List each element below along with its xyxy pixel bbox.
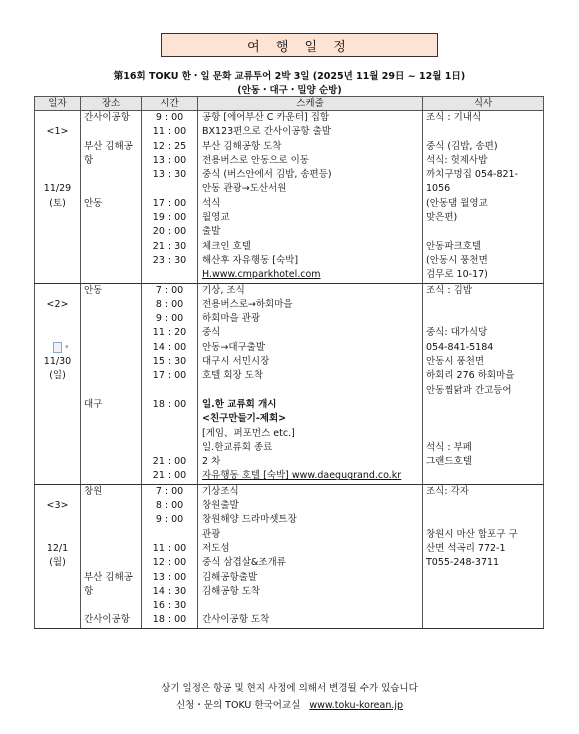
table-row — [35, 484, 544, 499]
table-row — [35, 398, 544, 412]
cell-meal — [423, 599, 544, 613]
cell-date — [35, 599, 81, 613]
cell-schedule: 중식 — [198, 326, 423, 340]
cell-schedule[interactable]: 자유행동 호텔 [숙박] www.daegugrand.co.kr — [198, 469, 423, 484]
cell-time — [142, 412, 198, 426]
table-row — [35, 240, 544, 254]
cell-schedule: 안동 관광→도산서원 — [198, 182, 423, 196]
cell-schedule: 김해공항 도착 — [198, 585, 423, 599]
cell-time — [142, 384, 198, 398]
table-row — [35, 384, 544, 398]
table-row — [35, 283, 544, 298]
table-row — [35, 254, 544, 268]
cell-place — [81, 599, 142, 613]
table-row — [35, 528, 544, 542]
cell-meal: 까치구멍집 054-821- — [423, 168, 544, 182]
cell-meal: 중식: 대가식당 — [423, 326, 544, 340]
cell-date — [35, 168, 81, 182]
cell-meal — [423, 469, 544, 484]
table-row — [35, 225, 544, 239]
cell-time: 12 : 25 — [142, 140, 198, 154]
cell-place: 간사이공항 — [81, 111, 142, 126]
cell-schedule: 기상, 조식 — [198, 283, 423, 298]
cell-date — [35, 254, 81, 268]
cell-meal: 검무로 10-17) — [423, 268, 544, 283]
cell-schedule: 창원해양 드라마셋트장 — [198, 513, 423, 527]
cell-place: 간사이공항 — [81, 613, 142, 628]
cell-date — [35, 384, 81, 398]
cell-time: 11 : 00 — [142, 542, 198, 556]
cell-meal: 054-841-5184 — [423, 341, 544, 355]
cell-place — [81, 499, 142, 513]
cell-time: 23 : 30 — [142, 254, 198, 268]
table-row — [35, 556, 544, 570]
cell-date — [35, 441, 81, 455]
cell-meal: 중식 (김밥, 송편) — [423, 140, 544, 154]
cell-time: 21 : 00 — [142, 455, 198, 469]
cell-time: 15 : 30 — [142, 355, 198, 369]
cell-date: <3> — [35, 499, 81, 513]
cell-date — [35, 455, 81, 469]
cell-meal: 안동시 풍천면 — [423, 355, 544, 369]
cell-date: <2> — [35, 298, 81, 312]
cell-schedule: 부산 김해공항 도착 — [198, 140, 423, 154]
cell-time: 13 : 30 — [142, 168, 198, 182]
cell-meal: 안동파크호텔 — [423, 240, 544, 254]
table-row — [35, 412, 544, 426]
header-date: 일자 — [35, 97, 81, 111]
cell-place — [81, 168, 142, 182]
contact-link[interactable]: www.toku-korean.jp — [309, 700, 404, 711]
cell-meal: 조식: 각자 — [423, 484, 544, 499]
table-row — [35, 125, 544, 139]
cell-schedule[interactable]: H.www.cmparkhotel.com — [198, 268, 423, 283]
cell-place: 안동 — [81, 283, 142, 298]
table-row — [35, 513, 544, 527]
cell-schedule: 전용버스로→하회마을 — [198, 298, 423, 312]
cell-schedule: 대구시 서민시장 — [198, 355, 423, 369]
cell-place — [81, 312, 142, 326]
cell-meal — [423, 312, 544, 326]
cell-meal: 조식 : 기내식 — [423, 111, 544, 126]
cell-schedule: 출발 — [198, 225, 423, 239]
cell-place — [81, 556, 142, 570]
cell-time: 11 : 00 — [142, 125, 198, 139]
cell-meal — [423, 225, 544, 239]
cell-time: 17 : 00 — [142, 369, 198, 383]
cell-date — [35, 154, 81, 168]
cell-time — [142, 268, 198, 283]
table-row — [35, 427, 544, 441]
cell-place — [81, 211, 142, 225]
cell-time: 20 : 00 — [142, 225, 198, 239]
cell-place — [81, 528, 142, 542]
cell-date — [35, 268, 81, 283]
cell-time: 16 : 30 — [142, 599, 198, 613]
cell-meal — [423, 571, 544, 585]
cell-schedule: [게임、퍼포먼스 etc.] — [198, 427, 423, 441]
cell-place — [81, 341, 142, 355]
table-row — [35, 298, 544, 312]
cell-meal: 석식: 헛제사밥 — [423, 154, 544, 168]
cell-date — [35, 283, 81, 298]
cell-date: (일) — [35, 369, 81, 383]
cell-schedule: BX123편으로 간사이공항 출발 — [198, 125, 423, 139]
cell-schedule: 전용버스로 안동으로 이동 — [198, 154, 423, 168]
cell-place: 창원 — [81, 484, 142, 499]
document-icon — [53, 342, 62, 353]
cell-time: 17 : 00 — [142, 197, 198, 211]
table-row — [35, 469, 544, 484]
table-row — [35, 585, 544, 599]
cell-place — [81, 412, 142, 426]
header-schedule: 스케줄 — [198, 97, 423, 111]
cell-date — [35, 469, 81, 484]
table-row — [35, 455, 544, 469]
table-row — [35, 211, 544, 225]
cell-meal — [423, 398, 544, 412]
cell-meal: 하회리 276 하회마을 — [423, 369, 544, 383]
table-row — [35, 182, 544, 196]
cell-meal — [423, 427, 544, 441]
header-meal: 식사 — [423, 97, 544, 111]
table-row — [35, 613, 544, 628]
cell-meal — [423, 298, 544, 312]
cell-schedule: 김해공항출발 — [198, 571, 423, 585]
cell-place — [81, 254, 142, 268]
cell-time: 11 : 20 — [142, 326, 198, 340]
cell-schedule: 체크인 호텔 — [198, 240, 423, 254]
cell-date — [35, 571, 81, 585]
cell-date — [35, 140, 81, 154]
cell-date: (토) — [35, 197, 81, 211]
cell-place — [81, 369, 142, 383]
cell-schedule: 관광 — [198, 528, 423, 542]
cell-time: 8 : 00 — [142, 298, 198, 312]
cell-place — [81, 469, 142, 484]
cell-place: 항 — [81, 585, 142, 599]
cell-date: 11/29 — [35, 182, 81, 196]
cell-place — [81, 384, 142, 398]
cell-time: 14 : 30 — [142, 585, 198, 599]
cell-date — [35, 528, 81, 542]
tour-route: (안동・대구・밀양 순방) — [237, 85, 342, 96]
cell-time: 14 : 00 — [142, 341, 198, 355]
cell-place: 항 — [81, 154, 142, 168]
cell-schedule: 호텔 회장 도착 — [198, 369, 423, 383]
cell-date — [35, 312, 81, 326]
header-row — [35, 97, 544, 111]
cell-meal: 맞은편) — [423, 211, 544, 225]
cell-time — [142, 427, 198, 441]
cell-schedule: 석식 — [198, 197, 423, 211]
cell-meal: (안동시 풍천면 — [423, 254, 544, 268]
cell-schedule — [198, 599, 423, 613]
cell-place — [81, 182, 142, 196]
cell-meal: 석식 : 부페 — [423, 441, 544, 455]
cell-time: 12 : 00 — [142, 556, 198, 570]
cell-time — [142, 182, 198, 196]
cell-date: 11/30 — [35, 355, 81, 369]
cell-date — [35, 613, 81, 628]
cell-schedule: 기상조식 — [198, 484, 423, 499]
cell-date — [35, 398, 81, 412]
cell-place: 부산 김해공 — [81, 571, 142, 585]
cell-meal — [423, 499, 544, 513]
table-row — [35, 268, 544, 283]
cell-date — [35, 111, 81, 126]
cell-time: 9 : 00 — [142, 111, 198, 126]
cell-time: 13 : 00 — [142, 571, 198, 585]
header-place: 장소 — [81, 97, 142, 111]
table-row — [35, 441, 544, 455]
cell-schedule: <친구만들기-제회> — [198, 412, 423, 426]
cell-place — [81, 513, 142, 527]
table-row — [35, 599, 544, 613]
cell-place — [81, 298, 142, 312]
table-row — [35, 168, 544, 182]
cell-place — [81, 225, 142, 239]
cell-meal: T055-248-3711 — [423, 556, 544, 570]
cell-meal: (안동댐 월영교 — [423, 197, 544, 211]
cell-schedule: 중식 삼겹살&조개류 — [198, 556, 423, 570]
cell-date — [35, 513, 81, 527]
cell-date — [35, 326, 81, 340]
tour-subtitle: 第16회 TOKU 한・일 문화 교류투어 2박 3일 (2025년 11월 29日 ~ 12월 1日) — [113, 71, 466, 82]
cell-meal — [423, 613, 544, 628]
cell-date — [35, 484, 81, 499]
table-row — [35, 140, 544, 154]
cell-time: 7 : 00 — [142, 283, 198, 298]
cell-schedule: 해산후 자유행동 [숙박] — [198, 254, 423, 268]
table-row — [35, 341, 544, 355]
cell-place — [81, 441, 142, 455]
cell-place: 대구 — [81, 398, 142, 412]
cell-time: 18 : 00 — [142, 613, 198, 628]
table-row — [35, 312, 544, 326]
schedule-table — [34, 96, 544, 629]
cell-meal — [423, 585, 544, 599]
cell-schedule: 하회마을 관광 — [198, 312, 423, 326]
table-row — [35, 542, 544, 556]
cell-date — [35, 412, 81, 426]
table-row — [35, 111, 544, 126]
cell-meal: 조식 : 김밥 — [423, 283, 544, 298]
cell-schedule: 중식 (버스안에서 김밥, 송편등) — [198, 168, 423, 182]
cell-schedule: 일.한 교류회 개시 — [198, 398, 423, 412]
cell-time: 13 : 00 — [142, 154, 198, 168]
cell-meal — [423, 125, 544, 139]
cell-date — [35, 211, 81, 225]
cell-schedule: 창원출발 — [198, 499, 423, 513]
header-time: 시간 — [142, 97, 198, 111]
footer-note: 상기 일정은 항공 및 현지 사정에 의해서 변경될 수가 있습니다 — [161, 683, 418, 694]
footer-contact — [0, 697, 579, 711]
cell-date — [35, 341, 81, 355]
cell-place — [81, 355, 142, 369]
cell-date — [35, 240, 81, 254]
table-row — [35, 369, 544, 383]
cell-meal: 산면 석곡리 772-1 — [423, 542, 544, 556]
cell-meal — [423, 412, 544, 426]
cell-time — [142, 441, 198, 455]
cell-time: 9 : 00 — [142, 312, 198, 326]
table-row — [35, 154, 544, 168]
cell-place — [81, 125, 142, 139]
cell-time — [142, 528, 198, 542]
table-row — [35, 197, 544, 211]
cell-meal: 그랜드호텔 — [423, 455, 544, 469]
cell-time: 8 : 00 — [142, 499, 198, 513]
cell-place — [81, 455, 142, 469]
cell-schedule: 저도섬 — [198, 542, 423, 556]
cell-schedule: 월영교 — [198, 211, 423, 225]
cell-date: <1> — [35, 125, 81, 139]
cell-meal: 창원시 마산 합포구 구 — [423, 528, 544, 542]
cell-schedule: 공항 [에어부산 C 카운터] 집합 — [198, 111, 423, 126]
table-row — [35, 499, 544, 513]
cell-date — [35, 585, 81, 599]
cell-time: 19 : 00 — [142, 211, 198, 225]
cell-place — [81, 268, 142, 283]
cell-time: 21 : 30 — [142, 240, 198, 254]
cell-schedule — [198, 384, 423, 398]
cell-schedule: 안동→대구출발 — [198, 341, 423, 355]
cell-date: 12/1 — [35, 542, 81, 556]
page-title: 여 행 일 정 — [247, 39, 352, 55]
cell-schedule: 일.한교류회 종료 — [198, 441, 423, 455]
contact-label: 신청・문의 TOKU 한국어교실 — [175, 700, 301, 711]
cell-time: 9 : 00 — [142, 513, 198, 527]
cell-place — [81, 542, 142, 556]
cell-date — [35, 427, 81, 441]
cell-date — [35, 225, 81, 239]
cell-date: (월) — [35, 556, 81, 570]
cell-schedule: 간사이공항 도착 — [198, 613, 423, 628]
cell-place — [81, 427, 142, 441]
table-row — [35, 355, 544, 369]
cell-meal: 안동찜닭과 간고등어 — [423, 384, 544, 398]
cell-time: 18 : 00 — [142, 398, 198, 412]
cell-place: 부산 김해공 — [81, 140, 142, 154]
cell-time: 7 : 00 — [142, 484, 198, 499]
cell-schedule: 2 차 — [198, 455, 423, 469]
cell-time: 21 : 00 — [142, 469, 198, 484]
table-row — [35, 571, 544, 585]
cell-meal — [423, 513, 544, 527]
cell-place: 안동 — [81, 197, 142, 211]
cell-meal: 1056 — [423, 182, 544, 196]
cell-place — [81, 326, 142, 340]
cell-place — [81, 240, 142, 254]
table-row — [35, 326, 544, 340]
title-box — [161, 33, 438, 57]
